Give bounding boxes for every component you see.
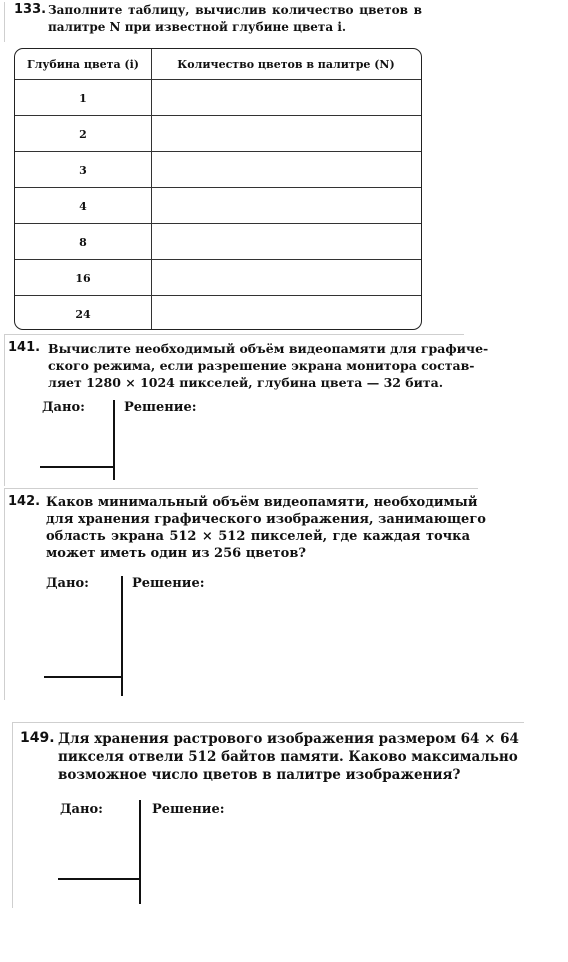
scan-edge [4, 334, 464, 335]
colors-answer-cell[interactable] [151, 224, 421, 260]
task-statement-line: Заполните таблицу, вычислив количество цветов в [48, 3, 422, 17]
task-statement [58, 730, 519, 784]
task-statement-line: может иметь один из 256 цветов? [46, 546, 306, 561]
given-underline [44, 676, 123, 678]
depth-cell: 2 [79, 127, 87, 141]
task-statement-line: возможное число цветов в палитре изображения? [58, 767, 461, 783]
task-statement-line: Каков минимальный объём видеопамяти, необходимый [46, 495, 478, 510]
task-statement [48, 340, 489, 391]
given-label: Дано: [46, 576, 89, 591]
colors-answer-cell[interactable] [151, 80, 421, 116]
colors-answer-cell[interactable] [151, 152, 421, 188]
task-number: 141. [8, 340, 41, 355]
given-solution-divider [113, 400, 115, 480]
table-row [15, 259, 421, 296]
scan-edge [4, 488, 478, 489]
solution-label: Решение: [124, 400, 197, 415]
task-number: 133. [14, 2, 47, 17]
table-header-row [15, 49, 421, 79]
table-row [15, 187, 421, 224]
task-statement-line: ского режима, если разрешение экрана монитора состав- [48, 358, 475, 373]
depth-cell: 8 [79, 235, 87, 249]
task-statement-line: пикселя отвели 512 байтов памяти. Каково максимально [58, 749, 518, 765]
solution-label: Решение: [152, 802, 225, 817]
table-row [15, 115, 421, 152]
task-statement-line: Для хранения растрового изображения размером 64 × 64 [58, 731, 519, 747]
task-statement-line: для хранения графического изображения, занимающего [46, 512, 486, 527]
task-number: 142. [8, 494, 41, 509]
depth-cell: 16 [75, 271, 91, 285]
task-statement-line: ляет 1280 × 1024 пикселей, глубина цвета — 32 бита. [48, 375, 444, 390]
table-row [15, 151, 421, 188]
solution-label: Решение: [132, 576, 205, 591]
given-label: Дано: [42, 400, 85, 415]
given-solution-divider [121, 576, 123, 696]
colors-answer-cell[interactable] [151, 188, 421, 224]
task-statement [48, 2, 422, 36]
task-statement-line: палитре N при известной глубине цвета i. [48, 20, 347, 34]
table-header-colors: Количество цветов в палитре (N) [177, 57, 395, 71]
task-statement-line: область экрана 512 × 512 пикселей, где каждая точка [46, 529, 470, 544]
colors-answer-cell[interactable] [151, 116, 421, 152]
scan-edge [4, 2, 5, 42]
task-number: 149. [20, 730, 55, 746]
scan-edge [4, 334, 5, 486]
color-depth-table [14, 48, 422, 330]
depth-cell: 3 [79, 163, 87, 177]
table-header-depth: Глубина цвета (i) [26, 57, 140, 71]
depth-cell: 24 [75, 307, 91, 321]
scan-edge [4, 488, 5, 700]
given-solution-divider [139, 800, 141, 904]
given-underline [58, 878, 141, 880]
table-row [15, 295, 421, 330]
scan-edge [12, 722, 13, 908]
scan-edge [12, 722, 524, 723]
task-statement [46, 494, 486, 562]
colors-answer-cell[interactable] [151, 296, 421, 330]
table-row [15, 223, 421, 260]
given-label: Дано: [60, 802, 103, 817]
depth-cell: 4 [79, 199, 87, 213]
given-underline [40, 466, 115, 468]
colors-answer-cell[interactable] [151, 260, 421, 296]
table-row [15, 79, 421, 116]
depth-cell: 1 [79, 91, 87, 105]
task-statement-line: Вычислите необходимый объём видеопамяти для графиче- [48, 341, 489, 356]
